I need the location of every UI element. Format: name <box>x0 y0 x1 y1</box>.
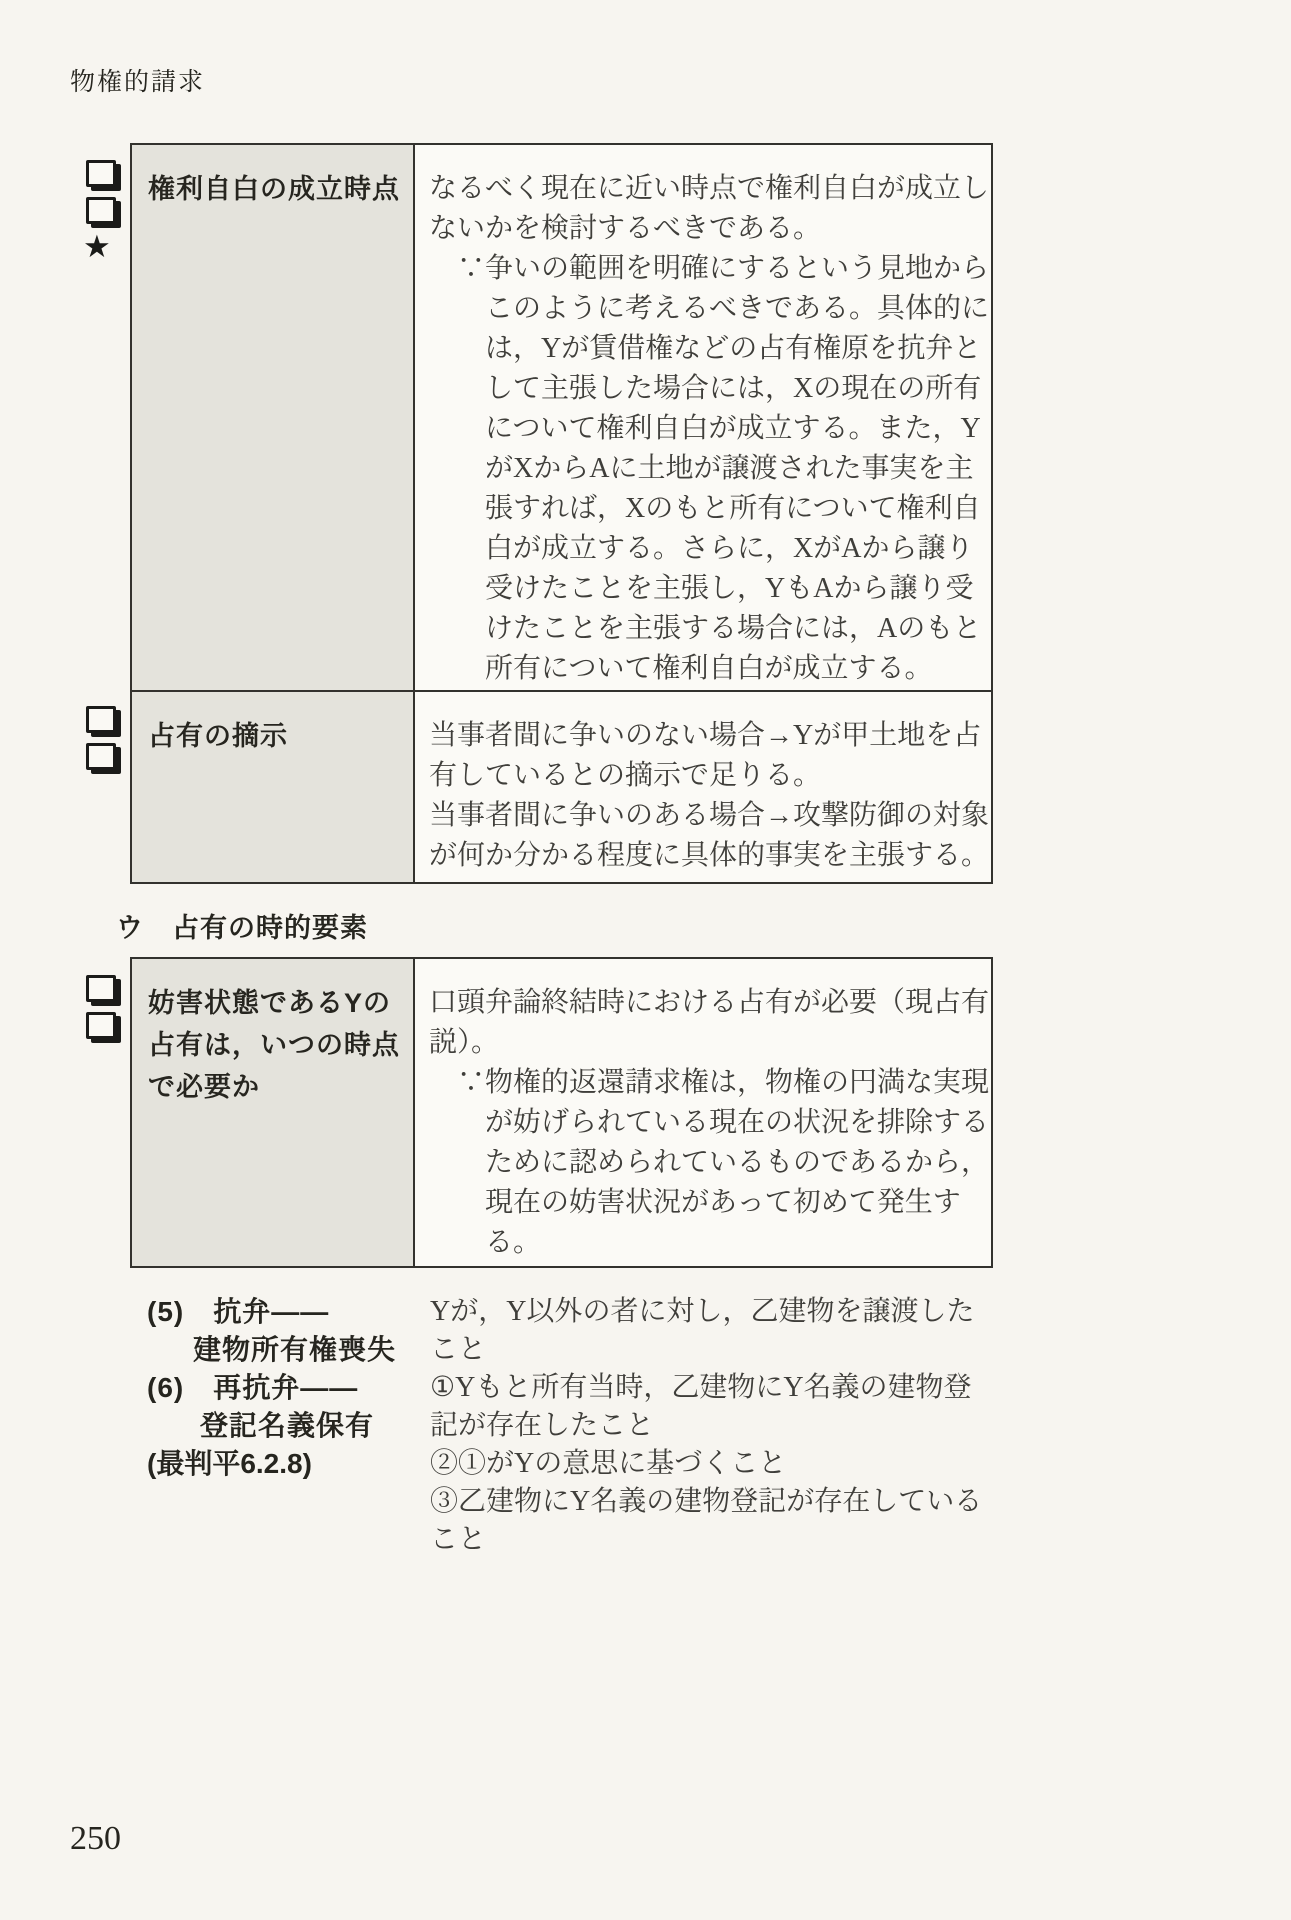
star-icon: ★ <box>83 229 111 265</box>
table-kenri-jihaku <box>130 143 993 884</box>
checkbox-icon <box>86 743 116 770</box>
term-text: 占有の摘示 <box>148 721 288 751</box>
text-sai-kouben: ①Yもと所有当時，乙建物にY名義の建物登 記が存在したこと ②①がYの意思に基づくこと ③乙建物にY名義の建物登記が存在している こと <box>430 1372 983 1555</box>
running-header: 物権的請求 <box>70 68 206 96</box>
row3-markers <box>86 975 116 1049</box>
checkbox-icon <box>86 197 116 224</box>
term-cell-senyu-tekiji <box>132 692 415 882</box>
label-kouben: (5) 抗弁—— 建物所有権喪失 <box>147 1296 397 1365</box>
body-cell-senyu-tekiji: 当事者間に争いのない場合→Yが甲土地を占 有しているとの摘示で足りる。 当事者間に争いのある場合→攻撃防御の対象 が何か分かる程度に具体的事実を主張する。 <box>429 720 990 871</box>
text-kouben: Yが，Y以外の者に対し，乙建物を譲渡した こと <box>430 1296 975 1365</box>
checkbox-icon <box>86 706 116 733</box>
body-cell-kenri-jihaku: なるべく現在に近い時点で権利自白が成立し ないかを検討するべきである。 ∵争いの範囲を明確にするという見地から このように考えるべきである。具体的に は，Yが賃借権などの占有権原を抗弁と して主張した場合には，Xの現在の所有 について権利自白が成立する。また，Y がXからAに土地が譲渡された事実を主 張すれば，Xのもと所有について権利自 白が成立する。さらに，XがAから譲り 受けたことを主張し，YもAから譲り受 けたことを主張する場合には，Aのもと 所有について権利自白が成立する。 <box>429 173 990 684</box>
term-text: 権利自白の成立時点 <box>148 174 400 204</box>
page-number: 250 <box>70 1820 121 1857</box>
checkbox-icon <box>86 1012 116 1039</box>
label-sai-kouben: (6) 再抗弁—— 登記名義保有 (最判平6.2.8) <box>147 1372 375 1479</box>
body-cell-bogai-jotai: 口頭弁論終結時における占有が必要（現占有 説）。 ∵物権的返還請求権は，物権の円満な実現 が妨げられている現在の状況を排除する ために認められているものであるから， 現在の妨害状況があって初めて発生す る。 <box>429 987 990 1258</box>
section-heading: ウ 占有の時的要素 <box>116 913 368 943</box>
row1-markers <box>83 160 116 265</box>
checkbox-icon <box>86 975 116 1002</box>
table-row <box>132 690 991 882</box>
term-cell-bogai-jotai: 妨害状態であるYの 占有は，いつの時点 で必要か <box>132 959 415 1266</box>
table-row <box>132 959 991 1266</box>
term-cell-kenri-jihaku <box>132 145 415 690</box>
table-row <box>132 145 991 690</box>
table-senyu-jiteki <box>130 957 993 1268</box>
row2-markers <box>86 706 116 780</box>
checkbox-icon <box>86 160 116 187</box>
